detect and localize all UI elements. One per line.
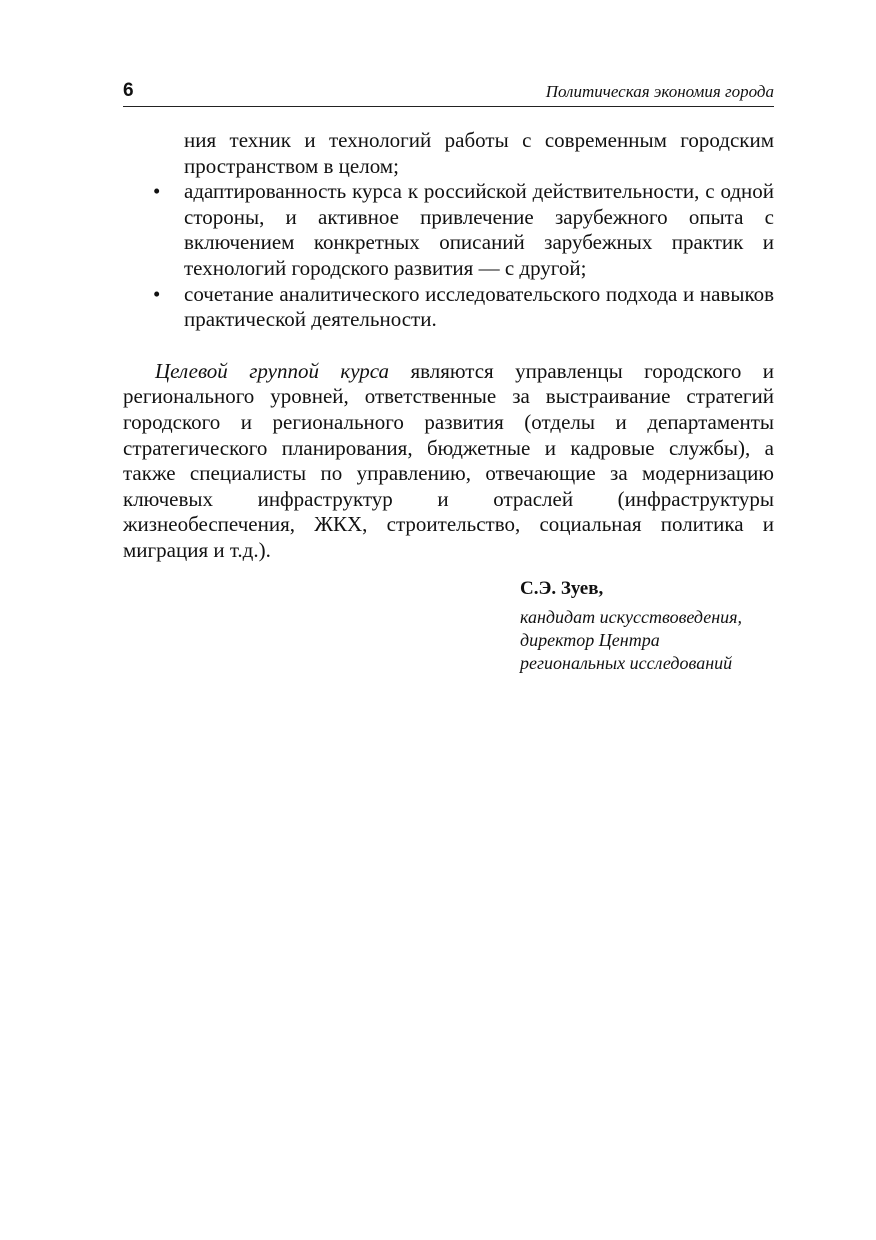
author-organization: региональных исследований bbox=[520, 653, 733, 673]
paragraph-text: являются управленцы городского и регионального уровней, ответственные за выстраивание стратегий городского и регионального развития (отделы и департаменты стратегического планирования, бюджетные и кадровые службы), а также специалисты по управлению, отвечающие за модернизацию ключевых инфраструктур и отраслей (инфраструктуры жизнеобеспечения, ЖКХ, строительство, социальная политика и миграция и т.д.). bbox=[123, 358, 774, 562]
author-position: директор Центра bbox=[520, 630, 660, 650]
bullet-list bbox=[123, 179, 774, 333]
page-number: 6 bbox=[123, 80, 134, 101]
body-text bbox=[123, 128, 774, 564]
bullet-text: сочетание аналитического исследовательского подхода и навыков практической деятельности. bbox=[184, 281, 774, 332]
bullet-text: адаптированность курса к российской действительности, с одной стороны, и активное привлечение зарубежного опыта с включением конкретных описаний зарубежных практик и технологий городского развития — с другой; bbox=[184, 179, 774, 280]
paragraph-emphasis: Целевой группой курса bbox=[155, 358, 390, 383]
bullet-icon: • bbox=[153, 179, 161, 204]
signature-block bbox=[520, 576, 780, 675]
bullet-icon: • bbox=[153, 281, 161, 306]
author-name: С.Э. Зуев, bbox=[520, 578, 604, 599]
bullet-item bbox=[123, 179, 774, 281]
target-group-paragraph bbox=[123, 359, 774, 564]
bullet-item bbox=[123, 282, 774, 333]
running-header bbox=[123, 78, 774, 107]
running-title: Политическая экономия города bbox=[545, 82, 774, 101]
author-degree: кандидат искусствоведения, bbox=[520, 607, 743, 627]
list-continuation: ния техник и технологий работы с современным городским пространством в целом; bbox=[184, 128, 774, 178]
